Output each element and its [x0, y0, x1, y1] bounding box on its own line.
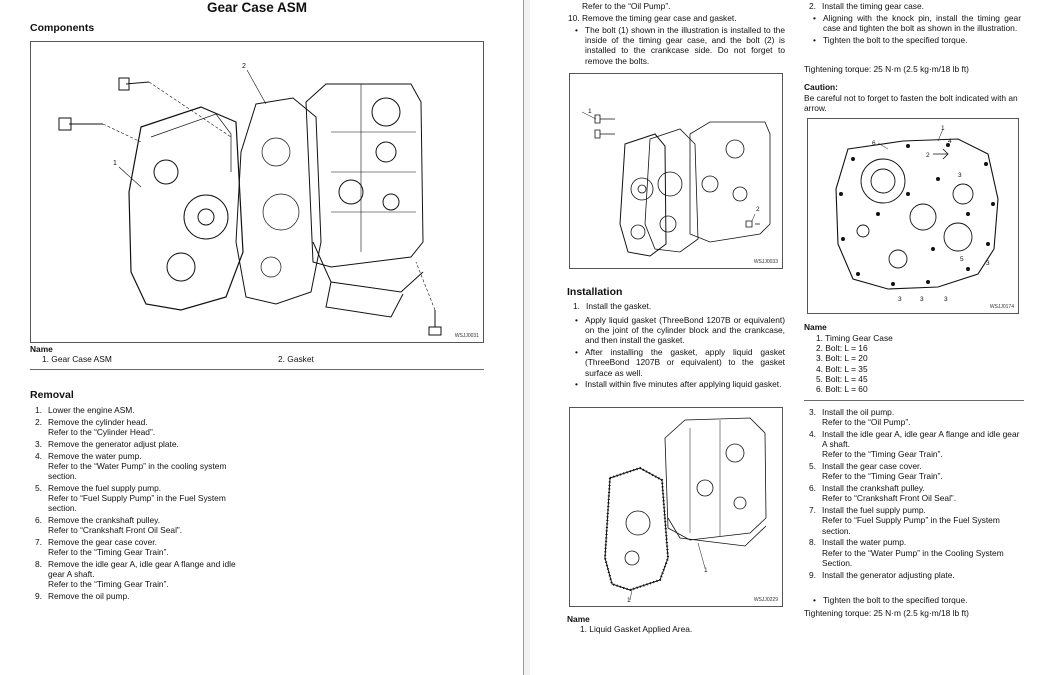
caution-text: Be careful not to forget to fasten the bolt indicated with an arrow.	[804, 93, 1018, 114]
removal-step: 3. Remove the generator adjust plate.	[35, 438, 179, 449]
fig1-code: WSJJ0031	[454, 333, 479, 339]
bullet-item: • Aligning with the knock pin, install the timing gear case and tighten the bolt as shown in the illustration.	[813, 13, 1021, 33]
timing-gear-case-bolt-diagram	[808, 119, 1018, 313]
removal-step: 5. Remove the fuel supply pump. Refer to “Fuel Supply Pump” in the Fuel System section.	[35, 482, 226, 514]
fig3-code: WSJJ0229	[753, 597, 778, 603]
step10-list	[568, 13, 790, 25]
fig4-callout-3a: 3	[958, 172, 962, 179]
name-heading: Name	[30, 344, 53, 354]
name-item: 4. Bolt: L = 35	[816, 363, 868, 374]
torque-spec-1: Tightening torque: 25 N·m (2.5 kg·m/18 lb ft)	[804, 64, 969, 74]
removal-step-10: 10. Remove the timing gear case and gasket.	[568, 13, 737, 23]
name-heading-3: Name	[804, 322, 827, 332]
removal-step: 7. Remove the gear case cover. Refer to the “Timing Gear Train”.	[35, 537, 169, 558]
install-step: 5. Install the gear case cover. Refer to the “Timing Gear Train”.	[809, 461, 943, 482]
name-item: 5. Bolt: L = 45	[816, 373, 868, 384]
name-heading-2: Name	[567, 614, 590, 624]
bolt-name-list	[816, 333, 893, 394]
removal-step: 2. Remove the cylinder head. Refer to the “Cylinder Head”.	[35, 416, 156, 437]
installation-heading: Installation	[567, 286, 623, 298]
install-step: 9. Install the generator adjusting plate.	[809, 569, 955, 580]
removal-step: 1. Lower the engine ASM.	[35, 405, 135, 415]
name-item: 1. Timing Gear Case	[816, 333, 893, 343]
install-steps-list	[809, 407, 1024, 581]
fig4-callout-3c: 3	[920, 296, 924, 303]
bullet-item: • Apply liquid gasket (ThreeBond 1207B or equivalent) on the joint of the cylinder block and the crankcase, and then install the gasket.	[575, 315, 785, 346]
bullet-item: • Tighten the bolt to the specified torque.	[813, 35, 1021, 45]
components-figure	[30, 41, 484, 343]
fig4-callout-5: 5	[960, 256, 964, 263]
install-step-2: 2. Install the timing gear case.	[809, 1, 924, 11]
fig4-callout-4: 4	[948, 138, 952, 145]
torque-spec-2: Tightening torque: 25 N·m (2.5 kg·m/18 lb ft)	[804, 608, 969, 618]
install-step: 8. Install the water pump. Refer to the “Water Pump” in the Cooling System Section.	[809, 537, 1004, 568]
fig4-callout-3d: 3	[944, 296, 948, 303]
install-step: 6. Install the crankshaft pulley. Refer to “Crankshaft Front Oil Seal”.	[809, 483, 957, 504]
fig4-callout-3b: 3	[898, 296, 902, 303]
install-bullets	[575, 315, 785, 391]
removal-steps-list	[35, 405, 250, 603]
step9-bullets	[813, 595, 1021, 607]
fig4-callout-3e: 3	[986, 260, 990, 267]
liquid-gasket-figure	[569, 407, 783, 607]
name-item-2: 2. Gasket	[278, 354, 314, 364]
page-gutter	[523, 0, 530, 675]
install-step2-list	[809, 1, 1024, 13]
name-item: 2. Bolt: L = 16	[816, 343, 868, 354]
removal-step: 4. Remove the water pump. Refer to the “Water Pump” in the cooling system section.	[35, 450, 227, 481]
install-step1-list	[573, 301, 788, 313]
bolt-tightening-figure	[807, 118, 1019, 314]
fig4-code: WSJJ0174	[989, 304, 1014, 310]
fig2-callout-1: 1	[588, 108, 592, 115]
page-title: Gear Case ASM	[207, 0, 308, 15]
step2-bullets	[813, 13, 1021, 47]
liquid-gasket-diagram	[570, 408, 782, 606]
removal-step: 8. Remove the idle gear A, idle gear A flange and idle gear A shaft. Refer to the “Timing Gear Train”.	[35, 559, 236, 590]
bolt-location-figure	[569, 73, 783, 269]
fig3-callout-1b: 1	[627, 597, 631, 604]
bullet-item: • Install within five minutes after applying liquid gasket.	[575, 379, 785, 389]
components-heading: Components	[30, 22, 95, 34]
right-page	[530, 0, 1050, 675]
bullet-item: • Tighten the bolt to the specified torque.	[813, 595, 1021, 605]
step10-bullets	[575, 25, 785, 67]
install-step: 4. Install the idle gear A, idle gear A flange and idle gear A shaft. Refer to the “Timing Gear Train”.	[809, 429, 1020, 460]
install-step-1: 1. Install the gasket.	[573, 301, 652, 311]
install-step: 3. Install the oil pump. Refer to the “Oil Pump”.	[809, 407, 911, 428]
top-ref: Refer to the “Oil Pump”.	[582, 1, 671, 11]
fig2-callout-2: 2	[756, 206, 760, 213]
removal-heading: Removal	[30, 389, 74, 401]
gear-case-components-diagram	[31, 42, 483, 342]
fig4-callout-2: 2	[926, 152, 930, 159]
section-divider	[30, 369, 484, 370]
fig1-callout-2: 2	[242, 63, 246, 70]
gear-case-bolt-diagram	[570, 74, 782, 268]
removal-step: 6. Remove the crankshaft pulley. Refer to “Crankshaft Front Oil Seal”.	[35, 515, 183, 536]
caution-heading: Caution:	[804, 82, 838, 92]
name-item: 6. Bolt: L = 60	[816, 384, 868, 395]
fig3-callout-1a: 1	[704, 567, 708, 574]
fig1-callout-1: 1	[113, 160, 117, 167]
fig4-callout-1: 1	[941, 125, 945, 132]
name-item: 3. Bolt: L = 20	[816, 353, 868, 364]
bullet-item: • After installing the gasket, apply liquid gasket (ThreeBond 1207B or equivalent) to the gasket surface as well.	[575, 347, 785, 378]
fig4-callout-6: 6	[872, 140, 876, 147]
name-item-liquid-gasket: 1. Liquid Gasket Applied Area.	[580, 624, 693, 634]
fig2-code: WSJJ0033	[753, 259, 778, 265]
bullet-item: • The bolt (1) shown in the illustration is installed to the inside of the timing gear case, and the bolt (2) is installed to the crankcase side. Do not forget to remove the bolts.	[575, 25, 785, 66]
left-page	[0, 0, 523, 675]
removal-step: 9. Remove the oil pump.	[35, 591, 130, 602]
install-step: 7. Install the fuel supply pump. Refer to “Fuel Supply Pump” in the Fuel System section.	[809, 505, 1000, 536]
section-divider-2	[804, 400, 1024, 401]
name-item-1: 1. Gear Case ASM	[42, 354, 112, 364]
